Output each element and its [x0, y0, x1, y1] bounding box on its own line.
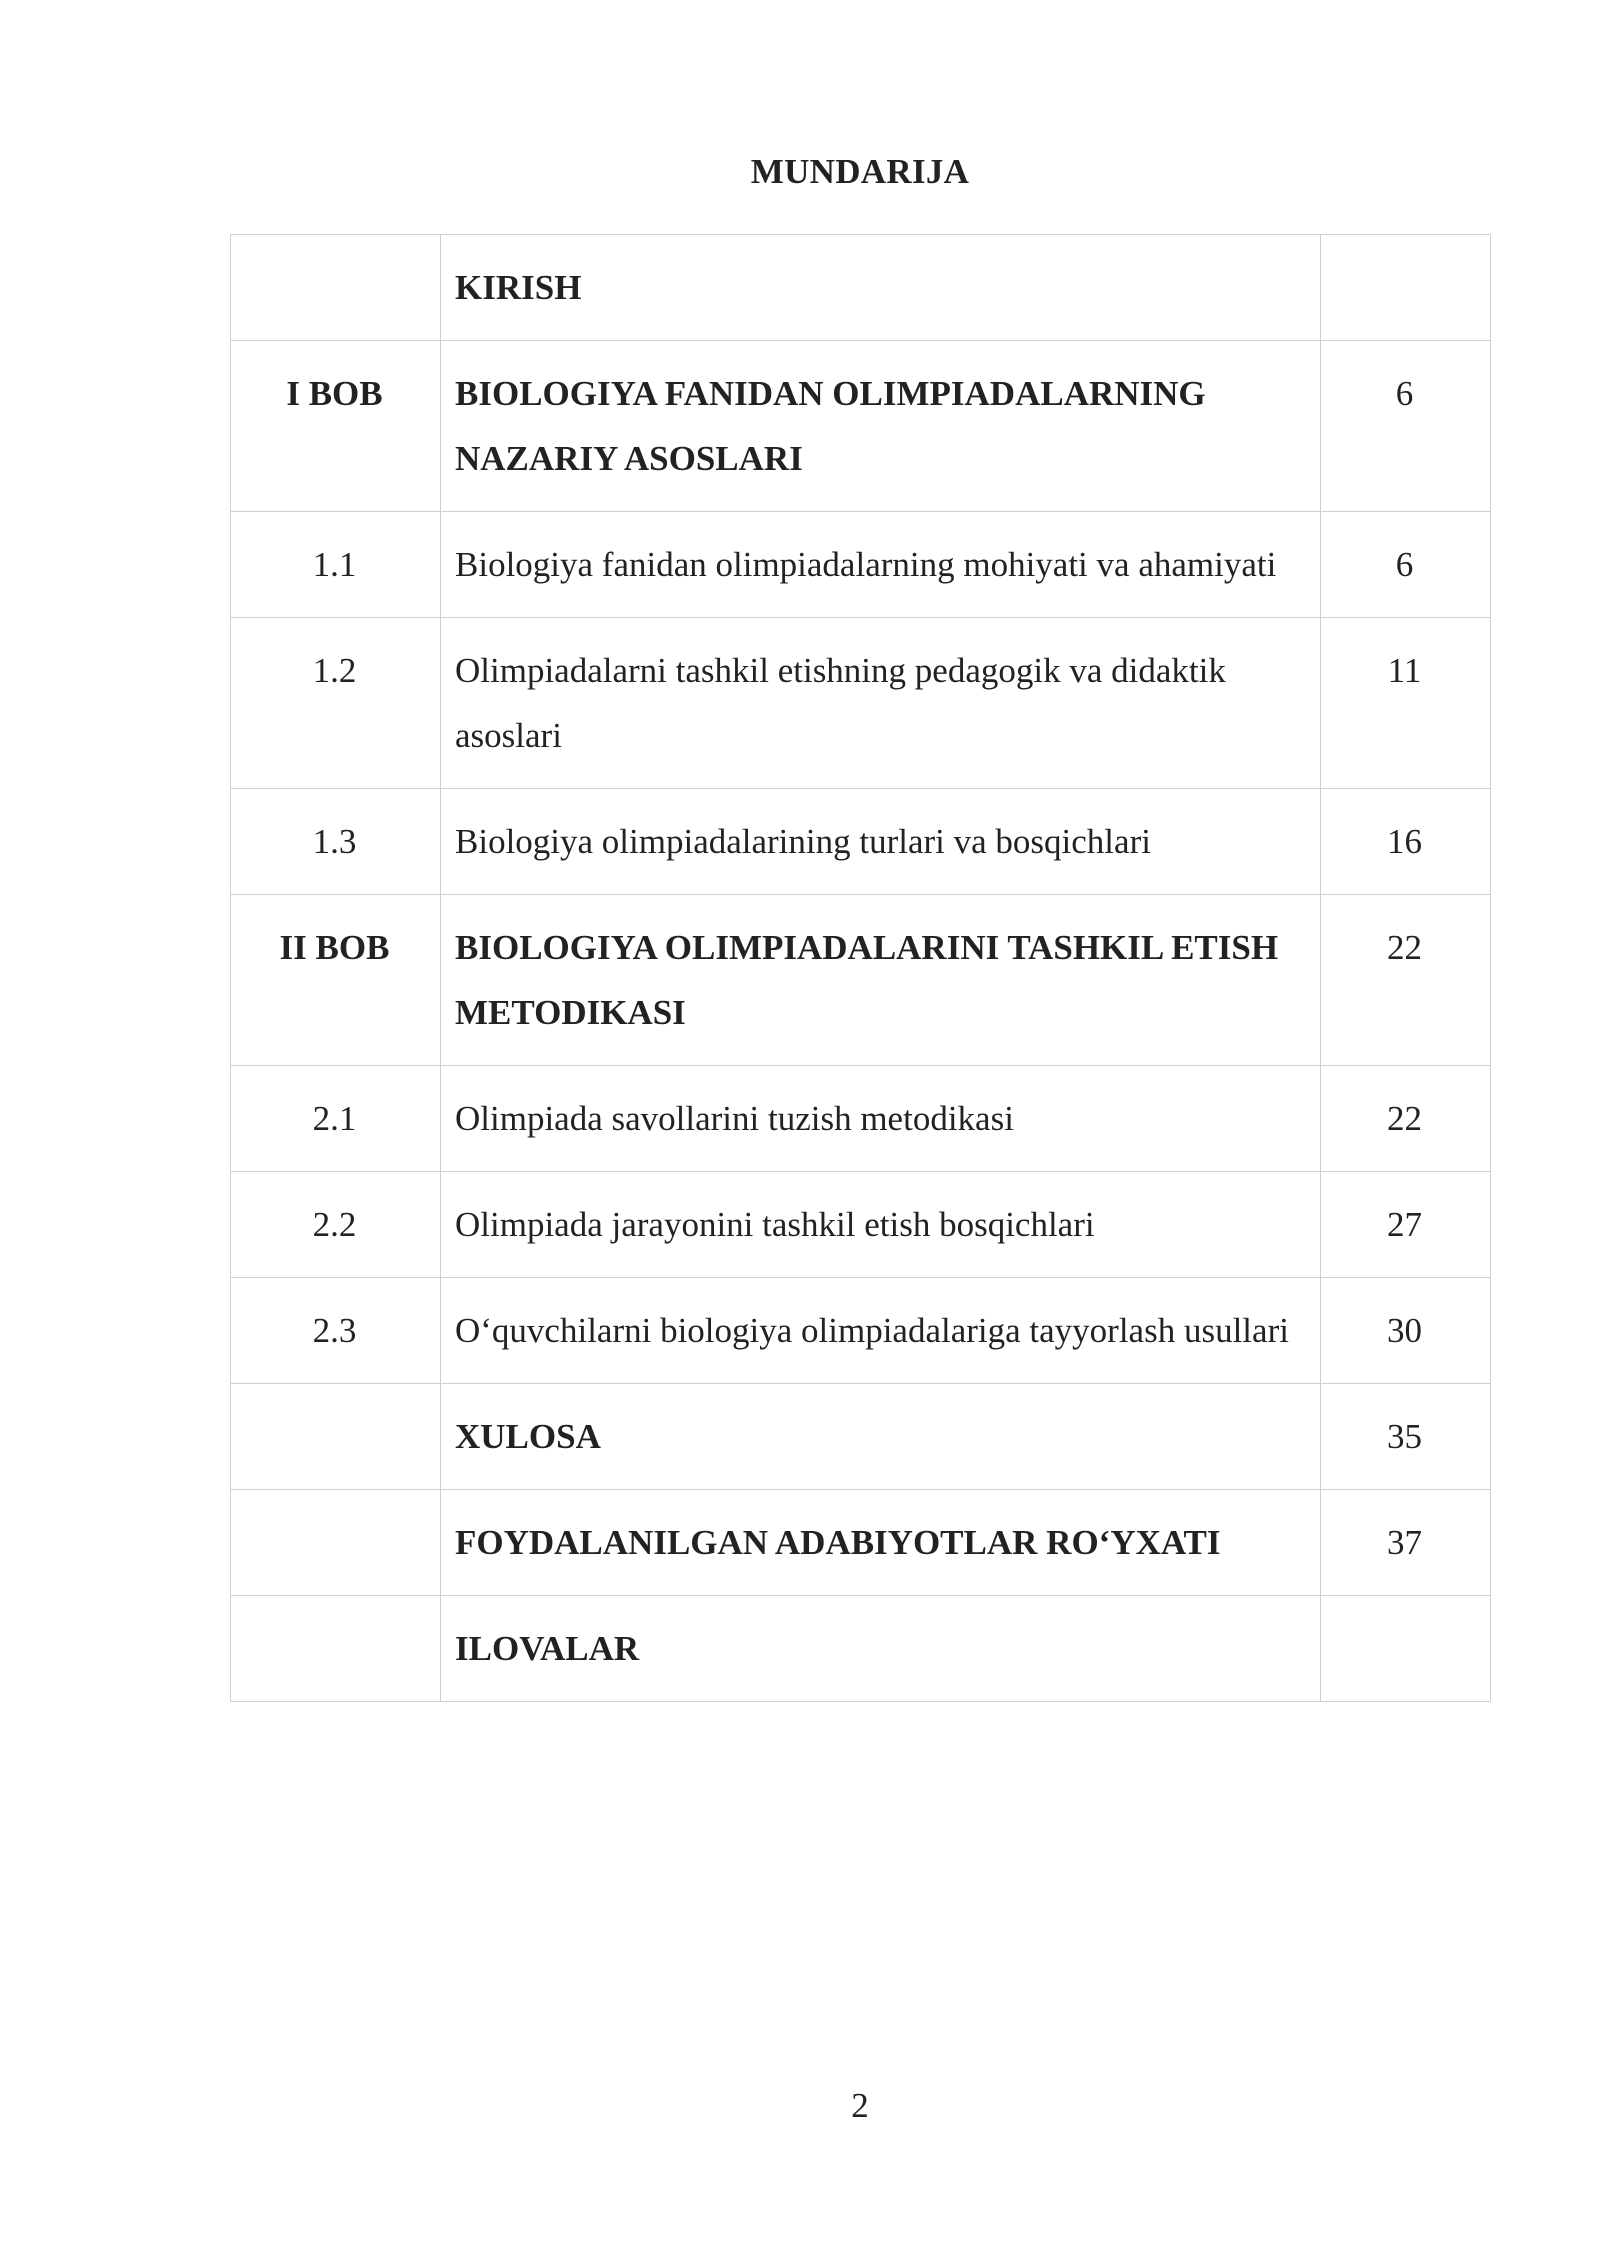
- toc-row-2-3: [231, 1278, 1491, 1384]
- toc-section-number: [231, 235, 441, 341]
- toc-entry-title: Olimpiada jarayonini tashkil etish bosqichlari: [441, 1172, 1321, 1278]
- toc-entry-title: Biologiya olimpiadalarining turlari va bosqichlari: [441, 789, 1321, 895]
- toc-row-1-2: [231, 618, 1491, 789]
- toc-section-number: 1.1: [231, 512, 441, 618]
- toc-entry-title: O‘quvchilarni biologiya olimpiadalariga tayyorlash usullari: [441, 1278, 1321, 1384]
- toc-page-number: [1321, 235, 1491, 341]
- toc-entry-title: Biologiya fanidan olimpiadalarning mohiyati va ahamiyati: [441, 512, 1321, 618]
- toc-section-number: [231, 1490, 441, 1596]
- toc-entry-title: KIRISH: [441, 235, 1321, 341]
- toc-page-number: 22: [1321, 895, 1491, 1066]
- toc-page-number: 6: [1321, 512, 1491, 618]
- toc-row-1-1: [231, 512, 1491, 618]
- toc-page-number: 16: [1321, 789, 1491, 895]
- toc-section-number: 2.3: [231, 1278, 441, 1384]
- toc-entry-title: BIOLOGIYA OLIMPIADALARINI TASHKIL ETISH METODIKASI: [441, 895, 1321, 1066]
- toc-body: [231, 235, 1491, 1702]
- toc-row-xulosa: [231, 1384, 1491, 1490]
- toc-row-adabiyotlar: [231, 1490, 1491, 1596]
- toc-entry-title: FOYDALANILGAN ADABIYOTLAR RO‘YXATI: [441, 1490, 1321, 1596]
- toc-section-number: 2.1: [231, 1066, 441, 1172]
- toc-entry-title: ILOVALAR: [441, 1596, 1321, 1702]
- toc-row-2-2: [231, 1172, 1491, 1278]
- toc-entry-title: BIOLOGIYA FANIDAN OLIMPIADALARNING NAZARIY ASOSLARI: [441, 341, 1321, 512]
- toc-section-number: I BOB: [231, 341, 441, 512]
- toc-section-number: 1.2: [231, 618, 441, 789]
- toc-entry-title: XULOSA: [441, 1384, 1321, 1490]
- toc-page-number: 30: [1321, 1278, 1491, 1384]
- toc-row-1-3: [231, 789, 1491, 895]
- toc-page-number: [1321, 1596, 1491, 1702]
- toc-row-chapter-1: [231, 341, 1491, 512]
- table-of-contents: [230, 234, 1491, 1702]
- toc-section-number: II BOB: [231, 895, 441, 1066]
- toc-section-number: [231, 1596, 441, 1702]
- toc-row-kirish: [231, 235, 1491, 341]
- toc-page-number: 22: [1321, 1066, 1491, 1172]
- toc-page-number: 27: [1321, 1172, 1491, 1278]
- toc-row-ilovalar: [231, 1596, 1491, 1702]
- toc-entry-title: Olimpiada savollarini tuzish metodikasi: [441, 1066, 1321, 1172]
- toc-section-number: [231, 1384, 441, 1490]
- toc-page-number: 11: [1321, 618, 1491, 789]
- toc-entry-title: Olimpiadalarni tashkil etishning pedagogik va didaktik asoslari: [441, 618, 1321, 789]
- toc-page-number: 37: [1321, 1490, 1491, 1596]
- page-title: MUNDARIJA: [750, 152, 970, 191]
- toc-page-number: 6: [1321, 341, 1491, 512]
- toc-section-number: 2.2: [231, 1172, 441, 1278]
- toc-row-2-1: [231, 1066, 1491, 1172]
- toc-section-number: 1.3: [231, 789, 441, 895]
- page-number: 2: [851, 2086, 869, 2125]
- toc-page-number: 35: [1321, 1384, 1491, 1490]
- toc-row-chapter-2: [231, 895, 1491, 1066]
